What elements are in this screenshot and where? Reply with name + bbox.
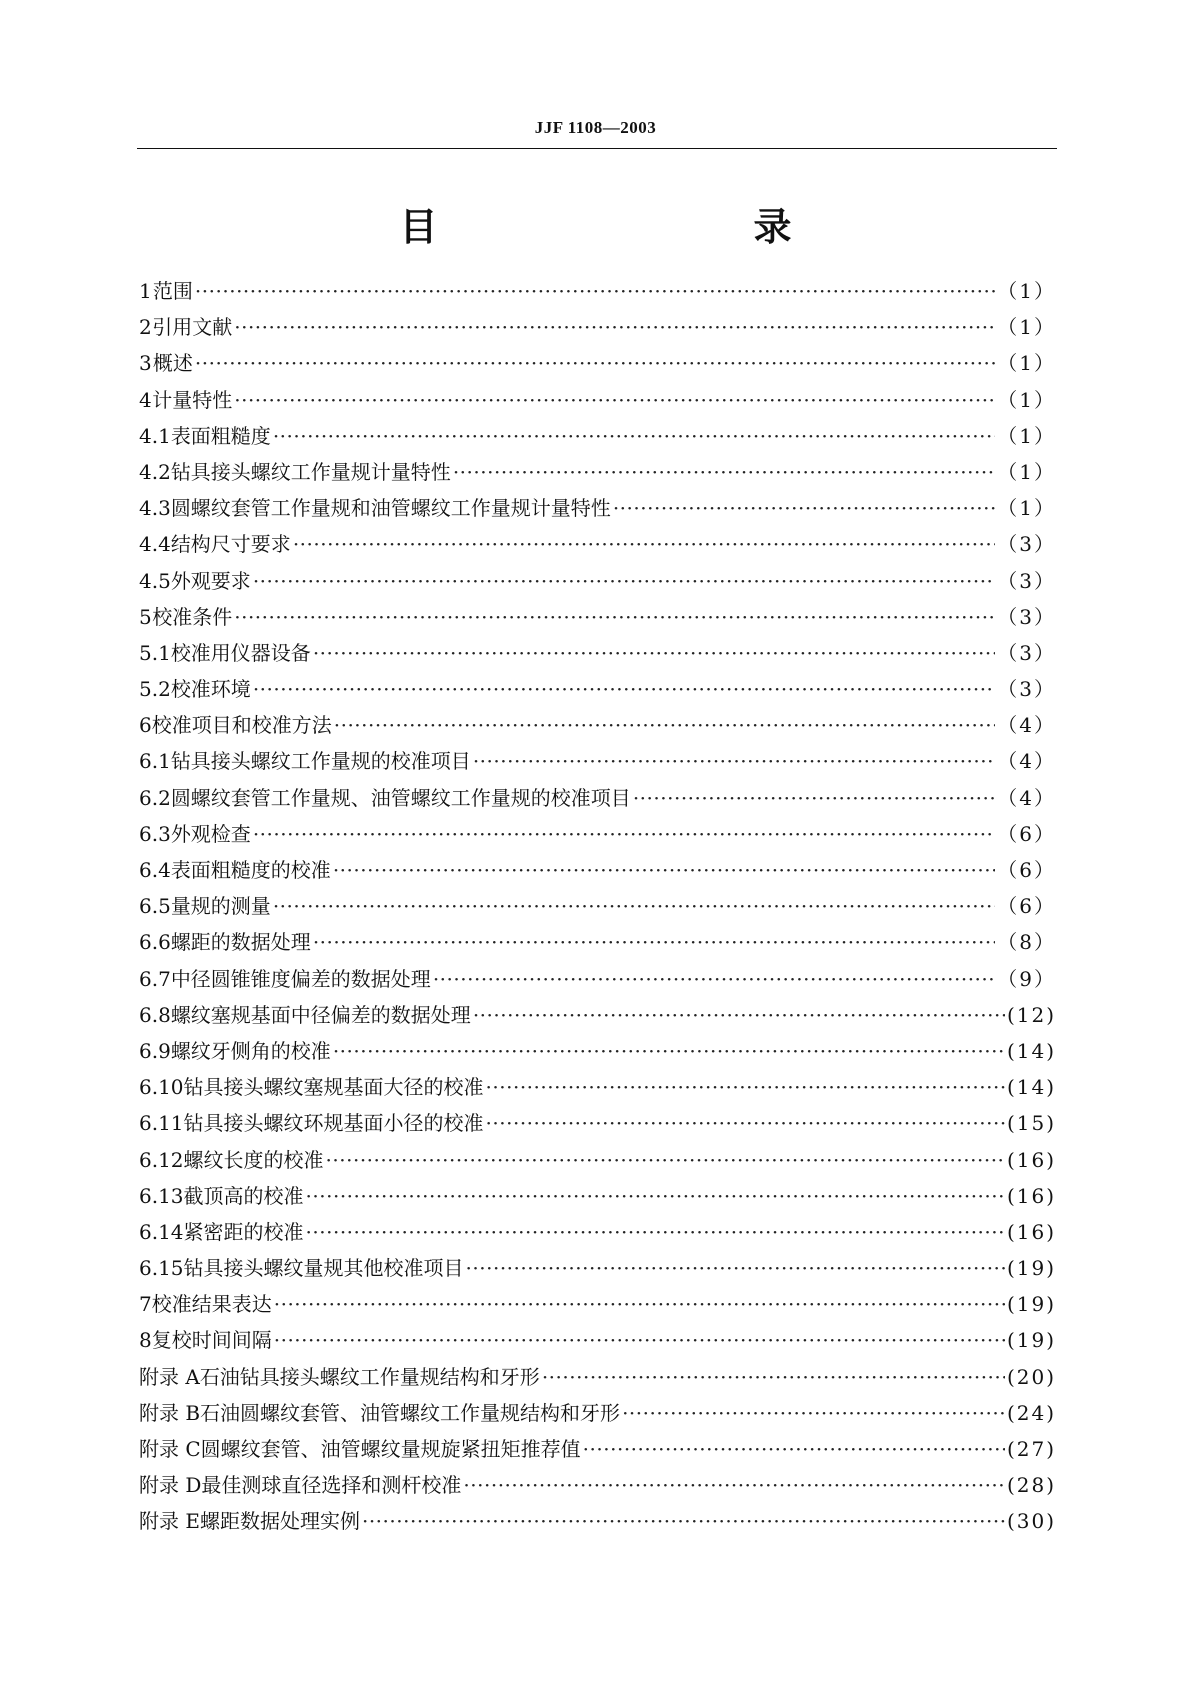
- toc-entry-number: 6.10: [139, 1075, 184, 1100]
- toc-entry-page: （3）: [997, 604, 1056, 629]
- toc-entry-label: 螺纹牙侧角的校准: [170, 1038, 331, 1063]
- toc-leader-dots: [486, 1109, 1005, 1137]
- toc-entry[interactable]: [139, 422, 1056, 458]
- toc-entry-number: 8: [139, 1328, 152, 1353]
- page-title: 目 录: [399, 205, 872, 249]
- toc-entry[interactable]: [139, 349, 1056, 385]
- toc-leader-dots: [253, 820, 995, 848]
- toc-leader-dots: [362, 1507, 1005, 1535]
- toc-entry[interactable]: [139, 277, 1056, 313]
- toc-entry[interactable]: [139, 1507, 1056, 1543]
- toc-entry-page: （1）: [997, 423, 1056, 448]
- toc-entry-page: （1）: [997, 351, 1056, 376]
- toc-entry-number: 6.14: [139, 1219, 184, 1244]
- toc-entry-label: 紧密距的校准: [183, 1219, 304, 1244]
- toc-entry[interactable]: [139, 1146, 1056, 1182]
- toc-entry[interactable]: [139, 1471, 1056, 1507]
- toc-entry-page: (14): [1006, 1038, 1056, 1063]
- toc-entry-label: 螺距的数据处理: [170, 930, 311, 955]
- toc-entry-number: 6.11: [139, 1111, 184, 1136]
- toc-entry-page: (16): [1006, 1219, 1056, 1244]
- toc-entry-number: 6: [139, 713, 152, 738]
- toc-leader-dots: [326, 1146, 1005, 1174]
- toc-entry-label: 校准用仪器设备: [170, 640, 311, 665]
- toc-entry[interactable]: [139, 892, 1056, 928]
- toc-entry-label: 外观检查: [170, 821, 251, 846]
- toc-leader-dots: [583, 1435, 1005, 1463]
- toc-entry-label: 钻具接头螺纹工作量规计量特性: [170, 459, 451, 484]
- toc-entry[interactable]: [139, 1001, 1056, 1037]
- toc-entry-page: （4）: [997, 785, 1056, 810]
- toc-entry[interactable]: [139, 856, 1056, 892]
- toc-entry[interactable]: [139, 639, 1056, 675]
- toc-entry[interactable]: [139, 928, 1056, 964]
- table-of-contents: [139, 277, 1056, 1544]
- toc-entry-number: 6.3: [139, 821, 171, 846]
- toc-entry-number: 3: [139, 351, 152, 376]
- toc-entry-number: 附录 C: [139, 1437, 201, 1461]
- toc-leader-dots: [253, 675, 995, 703]
- toc-entry-label: 引用文献: [152, 315, 233, 340]
- toc-entry-label: 表面粗糙度: [170, 423, 271, 448]
- toc-entry[interactable]: [139, 313, 1056, 349]
- toc-entry-number: 4: [139, 387, 152, 412]
- toc-leader-dots: [274, 1290, 1005, 1318]
- toc-entry-page: （3）: [997, 640, 1056, 665]
- toc-entry-page: (14): [1006, 1075, 1056, 1100]
- toc-entry-label: 钻具接头螺纹塞规基面大径的校准: [183, 1075, 484, 1100]
- toc-entry-label: 校准结果表达: [151, 1292, 272, 1317]
- toc-entry-number: 4.1: [139, 423, 171, 448]
- toc-entry-page: (24): [1006, 1400, 1056, 1425]
- toc-leader-dots: [486, 1073, 1005, 1101]
- toc-entry-page: （4）: [997, 749, 1056, 774]
- toc-entry[interactable]: [139, 458, 1056, 494]
- toc-entry[interactable]: [139, 675, 1056, 711]
- toc-entry-label: 螺纹长度的校准: [183, 1147, 324, 1172]
- toc-entry-page: (28): [1006, 1473, 1056, 1498]
- toc-entry-page: （1）: [997, 459, 1056, 484]
- toc-entry-number: 4.3: [139, 496, 171, 521]
- toc-leader-dots: [473, 747, 995, 775]
- toc-entry-page: （1）: [997, 315, 1056, 340]
- toc-leader-dots: [234, 313, 995, 341]
- toc-leader-dots: [195, 349, 995, 377]
- toc-entry-number: 6.5: [139, 894, 171, 919]
- toc-entry-page: （6）: [997, 894, 1056, 919]
- toc-leader-dots: [466, 1254, 1005, 1282]
- toc-leader-dots: [195, 277, 995, 305]
- document-code: JJF 1108—2003: [534, 118, 657, 137]
- toc-entry[interactable]: [139, 1326, 1056, 1362]
- toc-entry-number: 4.5: [139, 568, 171, 593]
- toc-leader-dots: [253, 567, 995, 595]
- toc-entry[interactable]: [139, 784, 1056, 820]
- toc-leader-dots: [273, 892, 995, 920]
- toc-leader-dots: [313, 639, 995, 667]
- toc-entry-label: 截顶高的校准: [183, 1183, 304, 1208]
- toc-entry-label: 螺距数据处理实例: [199, 1509, 360, 1534]
- toc-leader-dots: [542, 1363, 1005, 1391]
- toc-entry[interactable]: [139, 1109, 1056, 1145]
- toc-leader-dots: [234, 603, 995, 631]
- toc-entry-page: （9）: [997, 966, 1056, 991]
- toc-entry-number: 6.9: [139, 1038, 171, 1063]
- toc-entry-page: (16): [1006, 1183, 1056, 1208]
- toc-entry-label: 圆螺纹套管工作量规、油管螺纹工作量规的校准项目: [170, 785, 631, 810]
- toc-entry-page: (19): [1006, 1256, 1056, 1281]
- toc-entry-label: 校准项目和校准方法: [151, 713, 332, 738]
- toc-leader-dots: [633, 784, 995, 812]
- toc-entry-label: 计量特性: [152, 387, 233, 412]
- toc-entry-label: 概述: [152, 351, 193, 376]
- toc-entry-label: 螺纹塞规基面中径偏差的数据处理: [170, 1002, 471, 1027]
- toc-entry-page: (12): [1006, 1002, 1056, 1027]
- toc-entry[interactable]: [139, 1290, 1056, 1326]
- toc-leader-dots: [306, 1218, 1005, 1246]
- toc-entry-page: （1）: [997, 496, 1056, 521]
- toc-leader-dots: [333, 856, 995, 884]
- toc-entry[interactable]: [139, 1073, 1056, 1109]
- toc-entry-number: 附录 B: [139, 1400, 201, 1425]
- toc-entry-number: 7: [139, 1292, 152, 1317]
- toc-entry-label: 外观要求: [170, 568, 251, 593]
- toc-leader-dots: [274, 1326, 1005, 1354]
- toc-entry-page: （6）: [997, 821, 1056, 846]
- toc-entry-page: (27): [1006, 1437, 1056, 1461]
- toc-entry-label: 石油圆螺纹套管、油管螺纹工作量规结构和牙形: [200, 1400, 621, 1425]
- toc-entry-number: 6.15: [139, 1256, 184, 1281]
- toc-entry-label: 圆螺纹套管工作量规和油管螺纹工作量规计量特性: [170, 496, 611, 521]
- toc-entry-page: （6）: [997, 858, 1056, 882]
- toc-leader-dots: [313, 928, 995, 956]
- toc-entry-page: （4）: [997, 713, 1056, 738]
- toc-entry-label: 石油钻具接头螺纹工作量规结构和牙形: [199, 1364, 540, 1389]
- toc-entry[interactable]: [139, 1363, 1056, 1399]
- toc-entry[interactable]: [139, 1435, 1056, 1471]
- toc-entry-number: 4.4: [139, 532, 171, 557]
- toc-entry-page: (30): [1006, 1509, 1056, 1534]
- toc-entry-number: 附录 A: [139, 1364, 200, 1389]
- toc-entry-number: 6.12: [139, 1147, 184, 1172]
- toc-entry-page: (16): [1006, 1147, 1056, 1172]
- toc-entry-label: 中径圆锥锥度偏差的数据处理: [170, 966, 431, 991]
- toc-leader-dots: [613, 494, 995, 522]
- toc-entry-label: 钻具接头螺纹量规其他校准项目: [183, 1256, 464, 1281]
- toc-leader-dots: [333, 1037, 1005, 1065]
- toc-entry-number: 附录 D: [139, 1473, 202, 1498]
- toc-entry[interactable]: [139, 965, 1056, 1001]
- toc-entry-label: 圆螺纹套管、油管螺纹量规旋紧扭矩推荐值: [200, 1437, 581, 1461]
- toc-entry[interactable]: [139, 1218, 1056, 1254]
- toc-leader-dots: [453, 458, 995, 486]
- toc-entry-number: 2: [139, 315, 152, 340]
- toc-leader-dots: [473, 1001, 1005, 1029]
- toc-entry-label: 校准条件: [152, 604, 233, 629]
- toc-entry-label: 钻具接头螺纹环规基面小径的校准: [183, 1111, 484, 1136]
- toc-entry-number: 1: [139, 279, 152, 303]
- toc-entry-number: 6.13: [139, 1183, 184, 1208]
- toc-entry-number: 6.4: [139, 858, 171, 882]
- toc-entry-number: 5.2: [139, 677, 171, 702]
- toc-entry[interactable]: [139, 1399, 1056, 1435]
- toc-entry-page: （1）: [997, 387, 1056, 412]
- toc-leader-dots: [622, 1399, 1005, 1427]
- header-rule: [137, 148, 1057, 149]
- toc-leader-dots: [334, 711, 996, 739]
- toc-entry[interactable]: [139, 530, 1056, 566]
- toc-entry-label: 结构尺寸要求: [170, 532, 291, 557]
- toc-entry[interactable]: [139, 711, 1056, 747]
- toc-entry[interactable]: [139, 1037, 1056, 1073]
- toc-entry-page: （3）: [997, 677, 1056, 702]
- toc-leader-dots: [463, 1471, 1005, 1499]
- toc-entry[interactable]: [139, 494, 1056, 530]
- toc-entry-number: 6.2: [139, 785, 171, 810]
- toc-entry-label: 校准环境: [170, 677, 251, 702]
- toc-leader-dots: [273, 422, 995, 450]
- toc-entry[interactable]: [139, 747, 1056, 783]
- toc-entry-label: 量规的测量: [170, 894, 271, 919]
- toc-leader-dots: [306, 1182, 1005, 1210]
- toc-entry-page: (15): [1006, 1111, 1056, 1136]
- toc-entry-number: 6.7: [139, 966, 171, 991]
- toc-entry-number: 4.2: [139, 459, 171, 484]
- toc-entry[interactable]: [139, 567, 1056, 603]
- toc-entry-page: （8）: [997, 930, 1056, 955]
- toc-entry-page: (20): [1006, 1364, 1056, 1389]
- toc-entry-page: (19): [1006, 1328, 1056, 1353]
- toc-entry-number: 6.8: [139, 1002, 171, 1027]
- toc-entry-label: 最佳测球直径选择和测杆校准: [201, 1473, 462, 1498]
- toc-entry-label: 范围: [152, 279, 193, 303]
- toc-entry-label: 钻具接头螺纹工作量规的校准项目: [170, 749, 471, 774]
- toc-leader-dots: [234, 386, 995, 414]
- toc-entry-page: （3）: [997, 568, 1056, 593]
- toc-entry[interactable]: [139, 1182, 1056, 1218]
- toc-entry-page: （3）: [997, 532, 1056, 557]
- toc-entry-number: 5.1: [139, 640, 171, 665]
- toc-entry-number: 附录 E: [139, 1509, 200, 1534]
- toc-leader-dots: [293, 530, 995, 558]
- toc-leader-dots: [433, 965, 995, 993]
- toc-entry-page: （1）: [997, 279, 1056, 303]
- toc-entry[interactable]: [139, 820, 1056, 856]
- toc-entry-number: 6.1: [139, 749, 171, 774]
- toc-entry-label: 复校时间间隔: [151, 1328, 272, 1353]
- toc-entry-number: 6.6: [139, 930, 171, 955]
- toc-entry-label: 表面粗糙度的校准: [170, 858, 331, 882]
- toc-entry[interactable]: [139, 603, 1056, 639]
- toc-entry-page: (19): [1006, 1292, 1056, 1317]
- toc-entry[interactable]: [139, 1254, 1056, 1290]
- toc-entry[interactable]: [139, 386, 1056, 422]
- toc-entry-number: 5: [139, 604, 152, 629]
